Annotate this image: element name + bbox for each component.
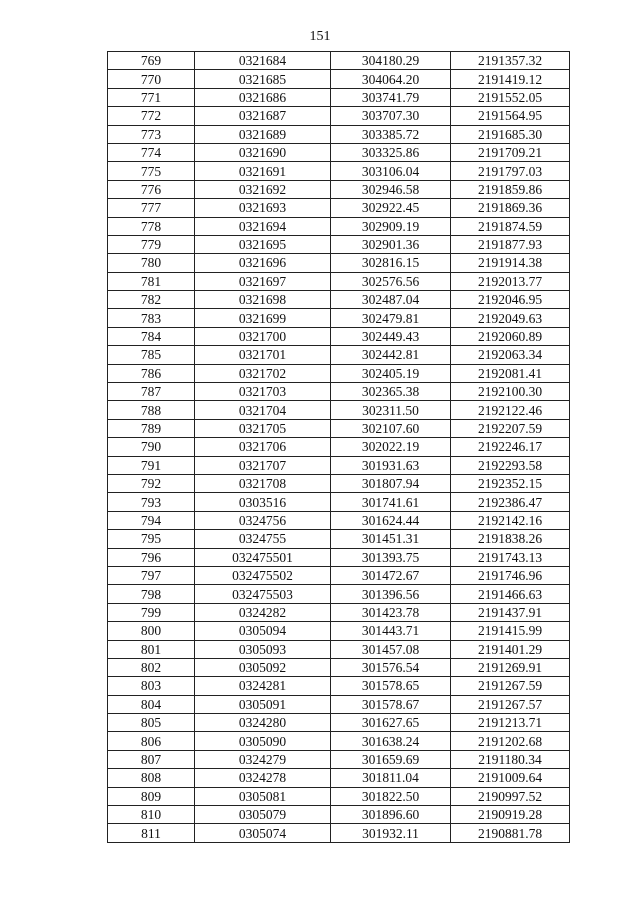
x-coordinate-cell: 302022.19 [331,438,451,456]
row-number-cell: 793 [108,493,195,511]
row-number-cell: 811 [108,824,195,842]
row-number-cell: 779 [108,235,195,253]
row-number-cell: 773 [108,125,195,143]
row-number-cell: 780 [108,254,195,272]
x-coordinate-cell: 301807.94 [331,474,451,492]
row-number-cell: 800 [108,622,195,640]
point-id-cell: 0321693 [195,199,331,217]
x-coordinate-cell: 303325.86 [331,143,451,161]
table-row [108,180,570,198]
table-row [108,438,570,456]
table-row [108,806,570,824]
x-coordinate-cell: 303707.30 [331,107,451,125]
row-number-cell: 787 [108,383,195,401]
point-id-cell: 032475502 [195,566,331,584]
x-coordinate-cell: 302107.60 [331,419,451,437]
x-coordinate-cell: 301396.56 [331,585,451,603]
x-coordinate-cell: 301624.44 [331,511,451,529]
y-coordinate-cell: 2191874.59 [451,217,570,235]
row-number-cell: 776 [108,180,195,198]
table-row [108,456,570,474]
table-row [108,419,570,437]
page-number: 151 [309,29,331,44]
x-coordinate-cell: 301822.50 [331,787,451,805]
table-row [108,566,570,584]
point-id-cell: 0305090 [195,732,331,750]
point-id-cell: 0324282 [195,603,331,621]
point-id-cell: 0324756 [195,511,331,529]
table-row [108,309,570,327]
point-id-cell: 0321699 [195,309,331,327]
point-id-cell: 0305093 [195,640,331,658]
y-coordinate-cell: 2191419.12 [451,70,570,88]
point-id-cell: 0321701 [195,346,331,364]
point-id-cell: 032475501 [195,548,331,566]
table-row [108,769,570,787]
y-coordinate-cell: 2192060.89 [451,327,570,345]
row-number-cell: 802 [108,658,195,676]
y-coordinate-cell: 2191437.91 [451,603,570,621]
point-id-cell: 0321691 [195,162,331,180]
point-id-cell: 0321702 [195,364,331,382]
x-coordinate-cell: 304064.20 [331,70,451,88]
point-id-cell: 0321687 [195,107,331,125]
point-id-cell: 0305079 [195,806,331,824]
y-coordinate-cell: 2191914.38 [451,254,570,272]
x-coordinate-cell: 304180.29 [331,52,451,70]
y-coordinate-cell: 2191267.59 [451,677,570,695]
y-coordinate-cell: 2191415.99 [451,622,570,640]
row-number-cell: 794 [108,511,195,529]
x-coordinate-cell: 301896.60 [331,806,451,824]
point-id-cell: 0321708 [195,474,331,492]
table-row [108,640,570,658]
y-coordinate-cell: 2192049.63 [451,309,570,327]
y-coordinate-cell: 2191466.63 [451,585,570,603]
y-coordinate-cell: 2191213.71 [451,714,570,732]
x-coordinate-cell: 301393.75 [331,548,451,566]
table-row [108,622,570,640]
x-coordinate-cell: 303106.04 [331,162,451,180]
point-id-cell: 0321704 [195,401,331,419]
row-number-cell: 777 [108,199,195,217]
y-coordinate-cell: 2192352.15 [451,474,570,492]
point-id-cell: 0305094 [195,622,331,640]
table-row [108,474,570,492]
table-row [108,217,570,235]
point-id-cell: 0305074 [195,824,331,842]
y-coordinate-cell: 2191685.30 [451,125,570,143]
row-number-cell: 789 [108,419,195,437]
row-number-cell: 784 [108,327,195,345]
table-row [108,364,570,382]
point-id-cell: 0321706 [195,438,331,456]
point-id-cell: 0324279 [195,750,331,768]
row-number-cell: 782 [108,291,195,309]
y-coordinate-cell: 2192293.58 [451,456,570,474]
table-row [108,125,570,143]
point-id-cell: 0321697 [195,272,331,290]
row-number-cell: 796 [108,548,195,566]
row-number-cell: 788 [108,401,195,419]
y-coordinate-cell: 2192142.16 [451,511,570,529]
point-id-cell: 032475503 [195,585,331,603]
point-id-cell: 0321685 [195,70,331,88]
row-number-cell: 783 [108,309,195,327]
row-number-cell: 804 [108,695,195,713]
y-coordinate-cell: 2191743.13 [451,548,570,566]
x-coordinate-cell: 302365.38 [331,383,451,401]
point-id-cell: 0321684 [195,52,331,70]
row-number-cell: 774 [108,143,195,161]
point-id-cell: 0321698 [195,291,331,309]
point-id-cell: 0321694 [195,217,331,235]
y-coordinate-cell: 2191202.68 [451,732,570,750]
table-row [108,70,570,88]
x-coordinate-cell: 302576.56 [331,272,451,290]
table-row [108,383,570,401]
table-row [108,107,570,125]
y-coordinate-cell: 2191877.93 [451,235,570,253]
x-coordinate-cell: 302946.58 [331,180,451,198]
table-row [108,401,570,419]
point-id-cell: 0321707 [195,456,331,474]
x-coordinate-cell: 302479.81 [331,309,451,327]
table-row [108,585,570,603]
x-coordinate-cell: 301472.67 [331,566,451,584]
x-coordinate-cell: 301451.31 [331,530,451,548]
point-id-cell: 0321689 [195,125,331,143]
x-coordinate-cell: 302442.81 [331,346,451,364]
y-coordinate-cell: 2191180.34 [451,750,570,768]
point-id-cell: 0321703 [195,383,331,401]
table-row [108,714,570,732]
y-coordinate-cell: 2191797.03 [451,162,570,180]
table-row [108,732,570,750]
x-coordinate-cell: 301741.61 [331,493,451,511]
x-coordinate-cell: 301932.11 [331,824,451,842]
row-number-cell: 798 [108,585,195,603]
table-row [108,52,570,70]
point-id-cell: 0305092 [195,658,331,676]
row-number-cell: 809 [108,787,195,805]
table-row [108,658,570,676]
point-id-cell: 0305091 [195,695,331,713]
x-coordinate-cell: 302901.36 [331,235,451,253]
row-number-cell: 775 [108,162,195,180]
row-number-cell: 801 [108,640,195,658]
row-number-cell: 799 [108,603,195,621]
table-row [108,750,570,768]
row-number-cell: 781 [108,272,195,290]
table-row [108,235,570,253]
table-body [108,52,570,843]
x-coordinate-cell: 302487.04 [331,291,451,309]
y-coordinate-cell: 2192386.47 [451,493,570,511]
coordinates-table [107,51,570,843]
y-coordinate-cell: 2191564.95 [451,107,570,125]
table-row [108,695,570,713]
y-coordinate-cell: 2191709.21 [451,143,570,161]
y-coordinate-cell: 2192207.59 [451,419,570,437]
row-number-cell: 807 [108,750,195,768]
x-coordinate-cell: 302909.19 [331,217,451,235]
y-coordinate-cell: 2190881.78 [451,824,570,842]
row-number-cell: 769 [108,52,195,70]
table-row [108,548,570,566]
row-number-cell: 805 [108,714,195,732]
table-row [108,511,570,529]
table-row [108,346,570,364]
row-number-cell: 803 [108,677,195,695]
table-row [108,199,570,217]
point-id-cell: 0324278 [195,769,331,787]
point-id-cell: 0305081 [195,787,331,805]
table-row [108,493,570,511]
table-row [108,530,570,548]
x-coordinate-cell: 301931.63 [331,456,451,474]
y-coordinate-cell: 2190997.52 [451,787,570,805]
x-coordinate-cell: 302405.19 [331,364,451,382]
y-coordinate-cell: 2192246.17 [451,438,570,456]
y-coordinate-cell: 2190919.28 [451,806,570,824]
point-id-cell: 0324280 [195,714,331,732]
table-row [108,162,570,180]
x-coordinate-cell: 301576.54 [331,658,451,676]
table-row [108,327,570,345]
y-coordinate-cell: 2192081.41 [451,364,570,382]
row-number-cell: 792 [108,474,195,492]
row-number-cell: 795 [108,530,195,548]
row-number-cell: 778 [108,217,195,235]
point-id-cell: 0303516 [195,493,331,511]
x-coordinate-cell: 301578.65 [331,677,451,695]
point-id-cell: 0321696 [195,254,331,272]
y-coordinate-cell: 2191552.05 [451,88,570,106]
table-row [108,143,570,161]
y-coordinate-cell: 2192013.77 [451,272,570,290]
point-id-cell: 0324281 [195,677,331,695]
y-coordinate-cell: 2191267.57 [451,695,570,713]
row-number-cell: 770 [108,70,195,88]
row-number-cell: 797 [108,566,195,584]
y-coordinate-cell: 2192100.30 [451,383,570,401]
y-coordinate-cell: 2191269.91 [451,658,570,676]
row-number-cell: 810 [108,806,195,824]
y-coordinate-cell: 2191746.96 [451,566,570,584]
y-coordinate-cell: 2191859.86 [451,180,570,198]
table-row [108,254,570,272]
point-id-cell: 0321692 [195,180,331,198]
table-row [108,291,570,309]
y-coordinate-cell: 2191869.36 [451,199,570,217]
x-coordinate-cell: 301578.67 [331,695,451,713]
row-number-cell: 790 [108,438,195,456]
table-row [108,787,570,805]
x-coordinate-cell: 301443.71 [331,622,451,640]
point-id-cell: 0321690 [195,143,331,161]
x-coordinate-cell: 302816.15 [331,254,451,272]
x-coordinate-cell: 301659.69 [331,750,451,768]
y-coordinate-cell: 2191009.64 [451,769,570,787]
x-coordinate-cell: 303385.72 [331,125,451,143]
x-coordinate-cell: 301457.08 [331,640,451,658]
row-number-cell: 808 [108,769,195,787]
table-row [108,88,570,106]
table-row [108,603,570,621]
row-number-cell: 771 [108,88,195,106]
y-coordinate-cell: 2191401.29 [451,640,570,658]
row-number-cell: 786 [108,364,195,382]
x-coordinate-cell: 302311.50 [331,401,451,419]
x-coordinate-cell: 301638.24 [331,732,451,750]
x-coordinate-cell: 301423.78 [331,603,451,621]
point-id-cell: 0321686 [195,88,331,106]
table-row [108,677,570,695]
row-number-cell: 806 [108,732,195,750]
y-coordinate-cell: 2191357.32 [451,52,570,70]
y-coordinate-cell: 2192063.34 [451,346,570,364]
point-id-cell: 0321700 [195,327,331,345]
x-coordinate-cell: 301811.04 [331,769,451,787]
x-coordinate-cell: 302922.45 [331,199,451,217]
x-coordinate-cell: 303741.79 [331,88,451,106]
table-row [108,824,570,842]
x-coordinate-cell: 301627.65 [331,714,451,732]
row-number-cell: 772 [108,107,195,125]
y-coordinate-cell: 2191838.26 [451,530,570,548]
y-coordinate-cell: 2192122.46 [451,401,570,419]
row-number-cell: 785 [108,346,195,364]
table-row [108,272,570,290]
point-id-cell: 0324755 [195,530,331,548]
row-number-cell: 791 [108,456,195,474]
point-id-cell: 0321705 [195,419,331,437]
point-id-cell: 0321695 [195,235,331,253]
y-coordinate-cell: 2192046.95 [451,291,570,309]
x-coordinate-cell: 302449.43 [331,327,451,345]
